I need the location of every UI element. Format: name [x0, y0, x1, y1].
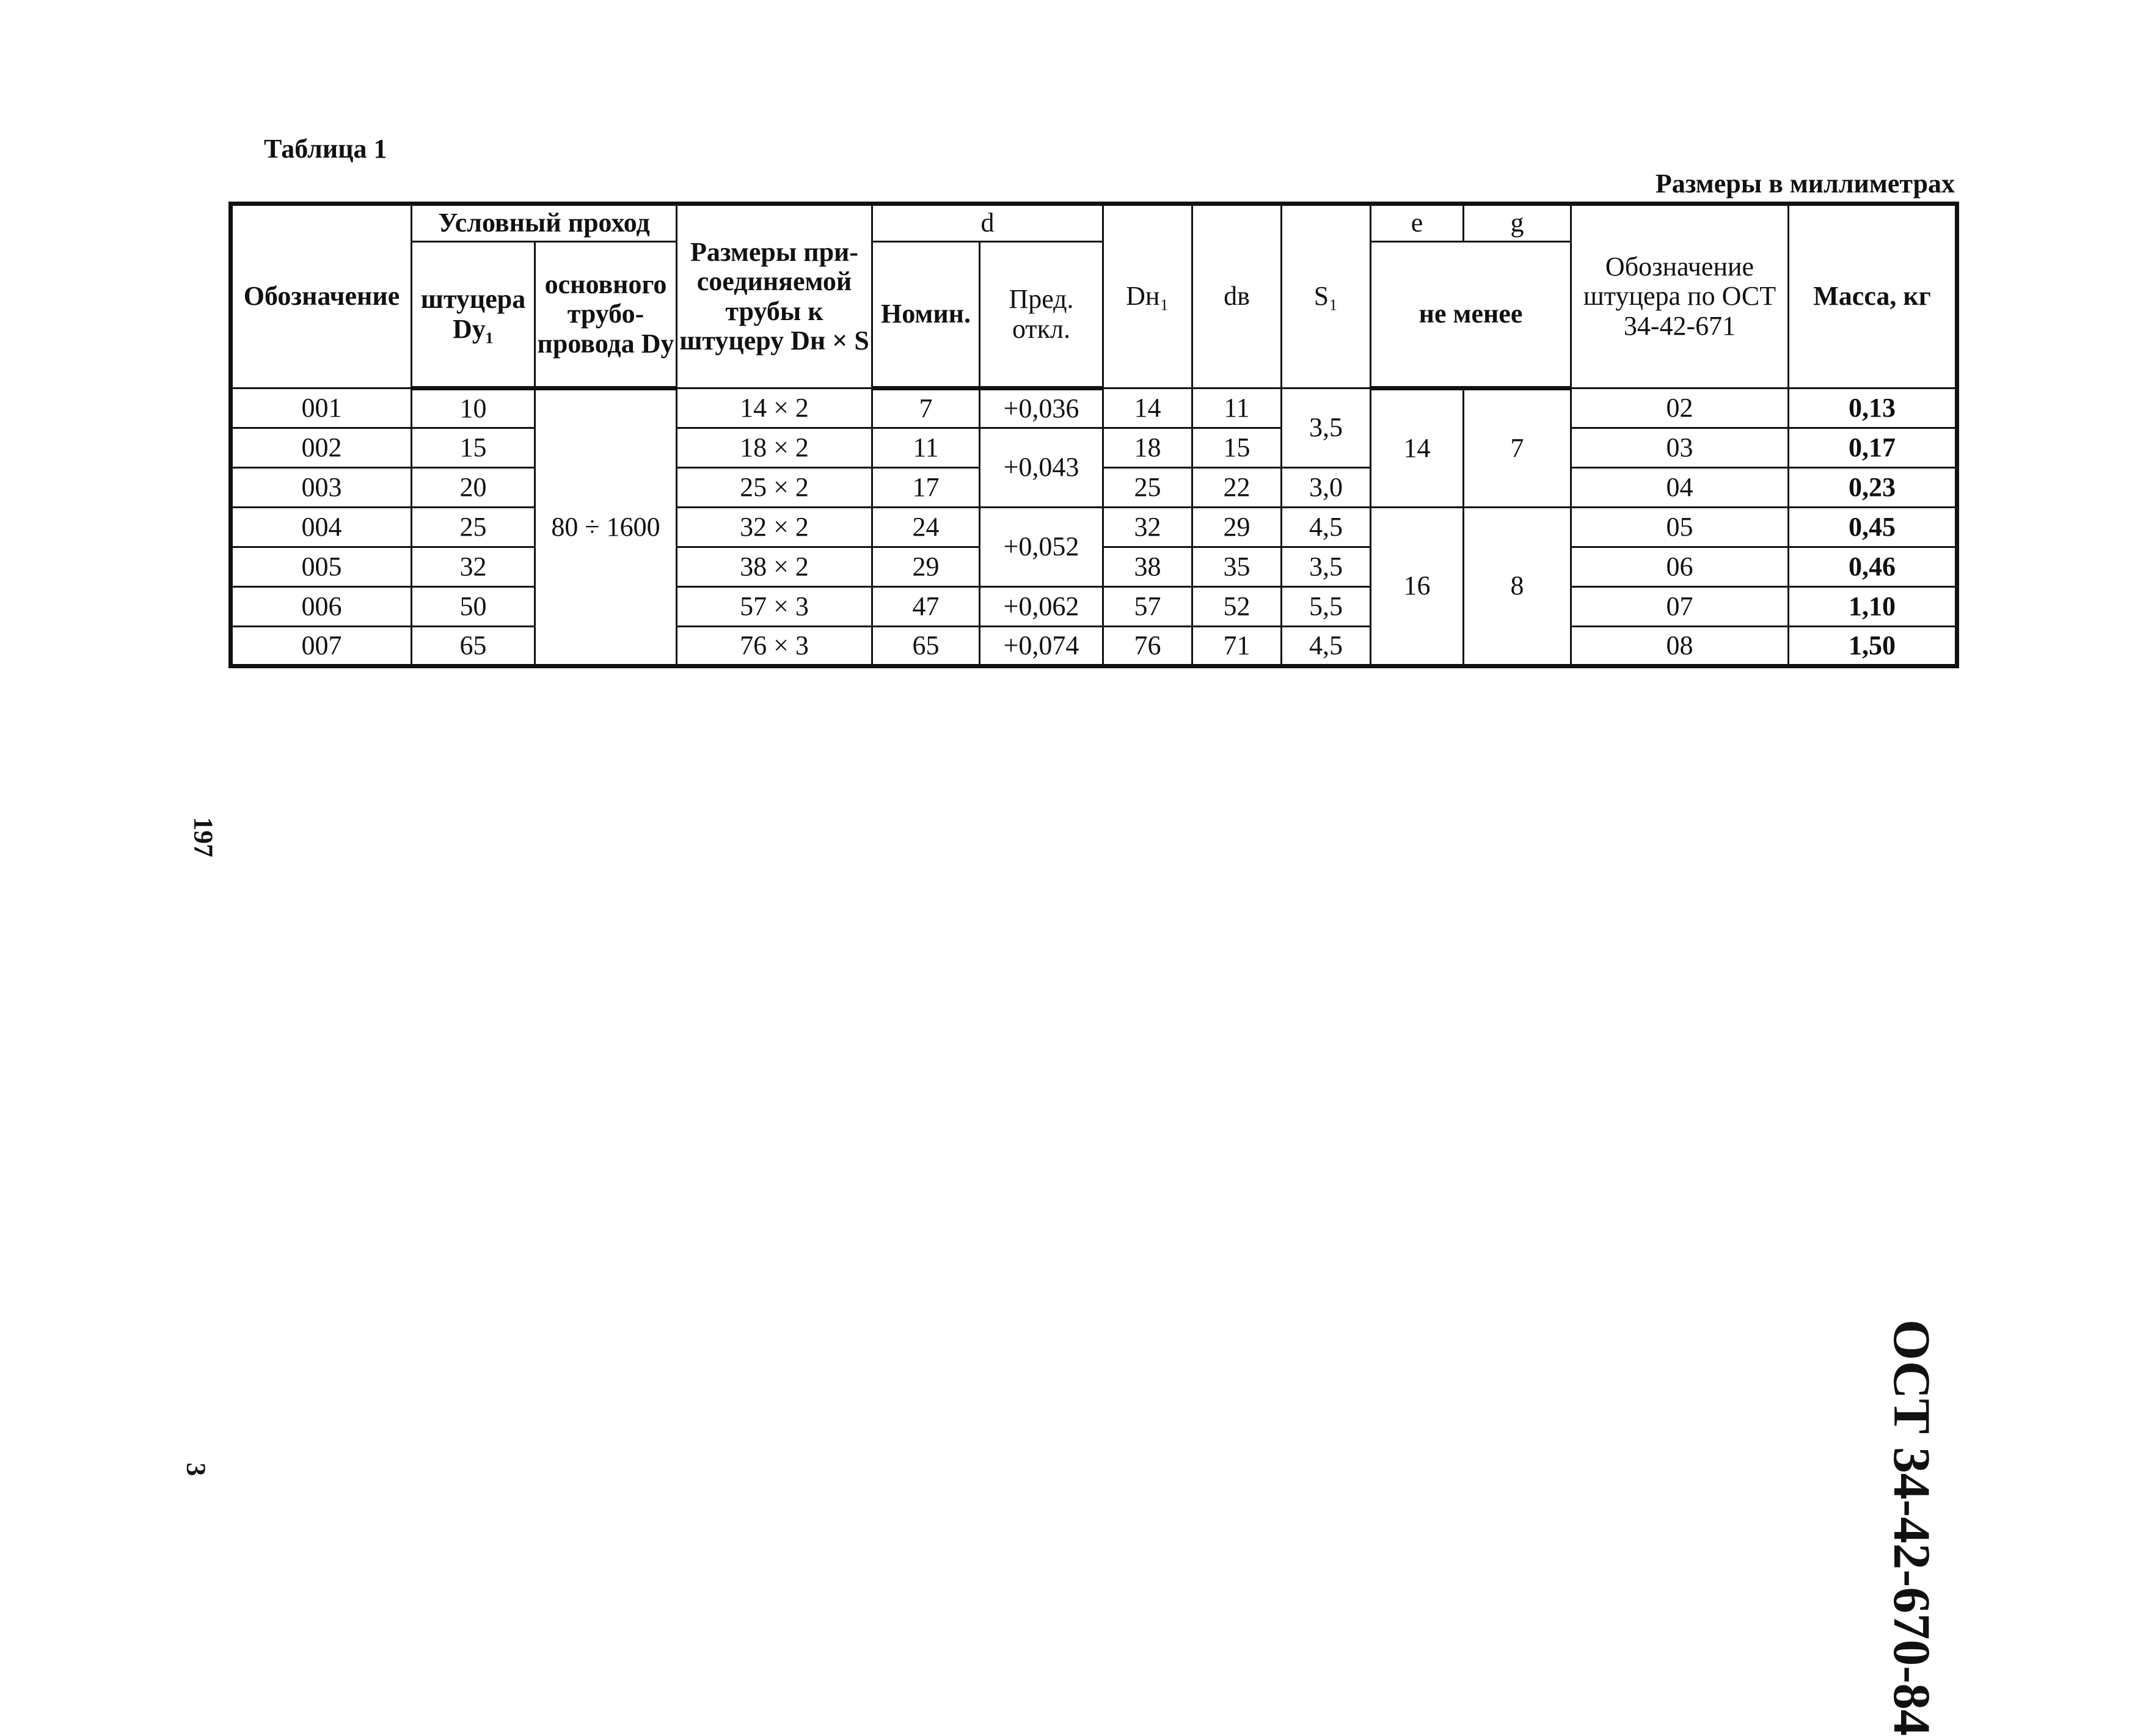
header-s1: S₁	[1282, 204, 1371, 388]
cell-mass: 0,13	[1789, 388, 1957, 428]
cell-s1: 4,5	[1282, 508, 1371, 547]
cell-mass: 0,23	[1789, 468, 1957, 508]
header-nominal: Номин.	[872, 242, 980, 388]
units-note: Размеры в миллиметрах	[1655, 169, 1955, 199]
cell-s1: 3,5	[1282, 547, 1371, 587]
cell-s1: 5,5	[1282, 587, 1371, 627]
cell-fitting: 08	[1571, 627, 1789, 666]
cell-dv: 29	[1192, 508, 1282, 547]
cell-pipe: 25 × 2	[677, 468, 872, 508]
cell-pipe: 18 × 2	[677, 428, 872, 468]
cell-g: 7	[1464, 388, 1571, 508]
cell-designation: 007	[231, 627, 412, 666]
cell-s1: 4,5	[1282, 627, 1371, 666]
cell-mass: 0,46	[1789, 547, 1957, 587]
cell-tolerance: +0,074	[980, 627, 1103, 666]
cell-designation: 004	[231, 508, 412, 547]
header-g: g	[1464, 204, 1571, 242]
cell-d-nominal: 7	[872, 388, 980, 428]
cell-fitting: 04	[1571, 468, 1789, 508]
cell-pipe: 57 × 3	[677, 587, 872, 627]
cell-dy1: 50	[412, 587, 535, 627]
cell-mass: 1,50	[1789, 627, 1957, 666]
cell-dy1: 20	[412, 468, 535, 508]
header-fitting-designation: Обозначение штуцера по ОСТ 34-42-671	[1571, 204, 1789, 388]
cell-dy-range: 80 ÷ 1600	[535, 388, 677, 666]
header-not-less: не менее	[1371, 242, 1571, 388]
cell-dh1: 25	[1103, 468, 1192, 508]
cell-dh1: 38	[1103, 547, 1192, 587]
cell-designation: 006	[231, 587, 412, 627]
cell-d-nominal: 17	[872, 468, 980, 508]
cell-d-nominal: 11	[872, 428, 980, 468]
cell-pipe: 76 × 3	[677, 627, 872, 666]
cell-dv: 71	[1192, 627, 1282, 666]
cell-dv: 11	[1192, 388, 1282, 428]
cell-tolerance: +0,036	[980, 388, 1103, 428]
sheet-number: 3	[181, 1462, 211, 1476]
header-pipe-size: Размеры при-соединяемой трубы к штуцеру Dн × S	[677, 204, 872, 388]
cell-mass: 0,17	[1789, 428, 1957, 468]
cell-designation: 002	[231, 428, 412, 468]
cell-fitting: 03	[1571, 428, 1789, 468]
header-dv: dв	[1192, 204, 1282, 388]
cell-dv: 52	[1192, 587, 1282, 627]
cell-dh1: 32	[1103, 508, 1192, 547]
cell-tolerance: +0,043	[980, 428, 1103, 508]
header-nominal-bore: Условный проход	[412, 204, 677, 242]
cell-e: 16	[1371, 508, 1464, 666]
cell-dy1: 15	[412, 428, 535, 468]
cell-dv: 35	[1192, 547, 1282, 587]
header-main-pipe-dy: основного трубо-провода Dy	[535, 242, 677, 388]
cell-dh1: 14	[1103, 388, 1192, 428]
header-fitting-dy1: штуцера Dy₁	[412, 242, 535, 388]
cell-fitting: 06	[1571, 547, 1789, 587]
cell-dy1: 32	[412, 547, 535, 587]
cell-pipe: 38 × 2	[677, 547, 872, 587]
cell-fitting: 02	[1571, 388, 1789, 428]
header-d: d	[872, 204, 1103, 242]
cell-d-nominal: 65	[872, 627, 980, 666]
cell-d-nominal: 24	[872, 508, 980, 547]
cell-fitting: 07	[1571, 587, 1789, 627]
cell-mass: 1,10	[1789, 587, 1957, 627]
cell-d-nominal: 29	[872, 547, 980, 587]
table-caption: Таблица 1	[264, 134, 387, 164]
cell-mass: 0,45	[1789, 508, 1957, 547]
cell-tolerance: +0,062	[980, 587, 1103, 627]
cell-dy1: 25	[412, 508, 535, 547]
cell-dv: 15	[1192, 428, 1282, 468]
cell-dy1: 65	[412, 627, 535, 666]
cell-s1: 3,0	[1282, 468, 1371, 508]
cell-pipe: 14 × 2	[677, 388, 872, 428]
page-number: 197	[188, 817, 219, 858]
cell-designation: 001	[231, 388, 412, 428]
cell-fitting: 05	[1571, 508, 1789, 547]
cell-e: 14	[1371, 388, 1464, 508]
cell-pipe: 32 × 2	[677, 508, 872, 547]
header-e: e	[1371, 204, 1464, 242]
header-designation: Обозначение	[231, 204, 412, 388]
cell-d-nominal: 47	[872, 587, 980, 627]
specification-table	[228, 202, 1959, 668]
cell-dy1: 10	[412, 388, 535, 428]
cell-tolerance: +0,052	[980, 508, 1103, 587]
cell-g: 8	[1464, 508, 1571, 666]
cell-s1: 3,5	[1282, 388, 1371, 468]
cell-dh1: 76	[1103, 627, 1192, 666]
document-code: ОСТ 34-42-670-84	[1883, 1319, 1941, 1736]
cell-designation: 005	[231, 547, 412, 587]
header-tolerance: Пред. откл.	[980, 242, 1103, 388]
cell-dv: 22	[1192, 468, 1282, 508]
cell-dh1: 18	[1103, 428, 1192, 468]
cell-dh1: 57	[1103, 587, 1192, 627]
header-mass: Масса, кг	[1789, 204, 1957, 388]
cell-designation: 003	[231, 468, 412, 508]
header-dh1: Dн₁	[1103, 204, 1192, 388]
